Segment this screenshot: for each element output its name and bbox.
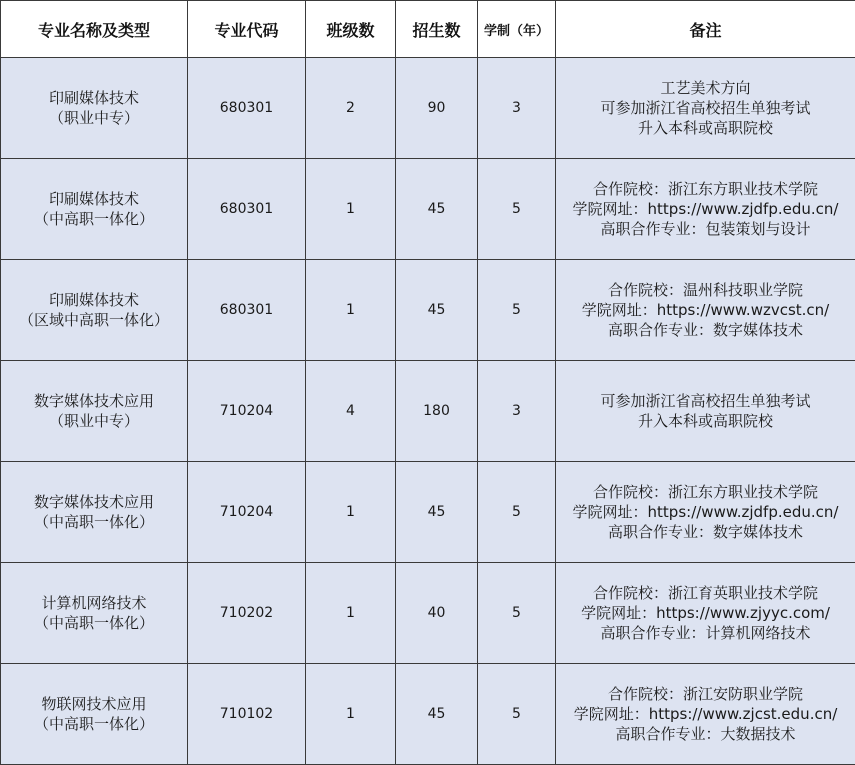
- header-major-name: 专业名称及类型: [1, 1, 188, 58]
- major-name-line: 物联网技术应用: [5, 694, 183, 714]
- major-code-cell: 680301: [188, 58, 306, 159]
- duration-cell: 3: [478, 58, 556, 159]
- header-notes: 备注: [556, 1, 855, 58]
- table-row: [1, 260, 855, 361]
- major-name-cell: [1, 563, 188, 664]
- class-count-cell: 1: [306, 260, 396, 361]
- notes-line: 合作院校：浙江育英职业技术学院: [560, 583, 851, 603]
- duration-cell: 3: [478, 361, 556, 462]
- table-row: [1, 58, 855, 159]
- major-code-cell: 680301: [188, 260, 306, 361]
- enrollment-cell: 40: [396, 563, 478, 664]
- notes-cell: [556, 260, 855, 361]
- enrollment-cell: 90: [396, 58, 478, 159]
- notes-line: 合作院校：温州科技职业学院: [560, 280, 851, 300]
- notes-cell: [556, 58, 855, 159]
- duration-cell: 5: [478, 563, 556, 664]
- major-name-line: 印刷媒体技术: [5, 88, 183, 108]
- major-name-line: （中高职一体化）: [5, 613, 183, 633]
- major-name-cell: [1, 159, 188, 260]
- class-count-cell: 2: [306, 58, 396, 159]
- major-name-cell: [1, 260, 188, 361]
- major-name-line: 计算机网络技术: [5, 593, 183, 613]
- table-row: [1, 563, 855, 664]
- major-name-line: 印刷媒体技术: [5, 290, 183, 310]
- notes-line: 工艺美术方向: [560, 78, 851, 98]
- header-enrollment: 招生数: [396, 1, 478, 58]
- major-name-line: （区域中高职一体化）: [5, 310, 183, 330]
- notes-line: 可参加浙江省高校招生单独考试: [560, 98, 851, 118]
- class-count-cell: 1: [306, 664, 396, 765]
- enrollment-cell: 45: [396, 462, 478, 563]
- class-count-cell: 1: [306, 159, 396, 260]
- major-name-cell: [1, 664, 188, 765]
- notes-line: 升入本科或高职院校: [560, 118, 851, 138]
- major-name-line: （中高职一体化）: [5, 512, 183, 532]
- notes-line: 学院网址：https://www.zjdfp.edu.cn/: [560, 502, 851, 522]
- notes-line: 高职合作专业：数字媒体技术: [560, 522, 851, 542]
- notes-line: 学院网址：https://www.wzvcst.cn/: [560, 300, 851, 320]
- notes-line: 学院网址：https://www.zjyyc.com/: [560, 603, 851, 623]
- notes-line: 学院网址：https://www.zjdfp.edu.cn/: [560, 199, 851, 219]
- notes-line: 合作院校：浙江东方职业技术学院: [560, 179, 851, 199]
- major-name-line: 数字媒体技术应用: [5, 391, 183, 411]
- duration-cell: 5: [478, 462, 556, 563]
- class-count-cell: 1: [306, 563, 396, 664]
- duration-cell: 5: [478, 664, 556, 765]
- notes-cell: [556, 462, 855, 563]
- major-name-cell: [1, 361, 188, 462]
- major-name-cell: [1, 462, 188, 563]
- class-count-cell: 4: [306, 361, 396, 462]
- major-name-line: （中高职一体化）: [5, 714, 183, 734]
- notes-line: 合作院校：浙江安防职业学院: [560, 684, 851, 704]
- enrollment-cell: 180: [396, 361, 478, 462]
- major-code-cell: 710204: [188, 462, 306, 563]
- duration-cell: 5: [478, 260, 556, 361]
- major-name-cell: [1, 58, 188, 159]
- enrollment-cell: 45: [396, 664, 478, 765]
- enrollment-cell: 45: [396, 159, 478, 260]
- notes-line: 可参加浙江省高校招生单独考试: [560, 391, 851, 411]
- table-row: [1, 159, 855, 260]
- duration-cell: 5: [478, 159, 556, 260]
- major-name-line: 印刷媒体技术: [5, 189, 183, 209]
- header-row: [1, 1, 855, 58]
- notes-line: 升入本科或高职院校: [560, 411, 851, 431]
- notes-line: 高职合作专业：数字媒体技术: [560, 320, 851, 340]
- notes-line: 高职合作专业：大数据技术: [560, 724, 851, 744]
- table-row: [1, 664, 855, 765]
- major-code-cell: 710102: [188, 664, 306, 765]
- notes-line: 高职合作专业：包装策划与设计: [560, 219, 851, 239]
- major-name-line: （中高职一体化）: [5, 209, 183, 229]
- major-name-line: （职业中专）: [5, 108, 183, 128]
- major-code-cell: 680301: [188, 159, 306, 260]
- header-major-code: 专业代码: [188, 1, 306, 58]
- major-name-line: （职业中专）: [5, 411, 183, 431]
- notes-cell: [556, 664, 855, 765]
- major-name-line: 数字媒体技术应用: [5, 492, 183, 512]
- notes-line: 合作院校：浙江东方职业技术学院: [560, 482, 851, 502]
- table-row: [1, 462, 855, 563]
- class-count-cell: 1: [306, 462, 396, 563]
- notes-cell: [556, 361, 855, 462]
- notes-cell: [556, 159, 855, 260]
- major-code-cell: 710204: [188, 361, 306, 462]
- header-class-count: 班级数: [306, 1, 396, 58]
- notes-cell: [556, 563, 855, 664]
- major-code-cell: 710202: [188, 563, 306, 664]
- enrollment-cell: 45: [396, 260, 478, 361]
- header-duration: 学制（年）: [478, 1, 556, 58]
- table-row: [1, 361, 855, 462]
- notes-line: 高职合作专业：计算机网络技术: [560, 623, 851, 643]
- notes-line: 学院网址：https://www.zjcst.edu.cn/: [560, 704, 851, 724]
